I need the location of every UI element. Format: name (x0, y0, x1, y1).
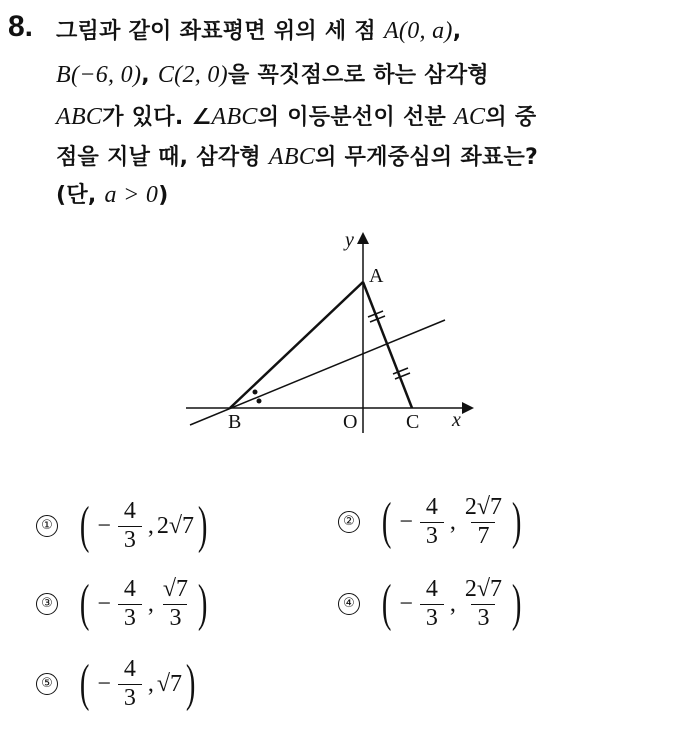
y-coordinate: √7 (156, 670, 183, 697)
text: 의 이등분선이 선분 (257, 105, 455, 130)
left-paren: ( (79, 497, 90, 555)
left-paren: ( (79, 655, 90, 713)
text: 가 있다. ∠ (102, 105, 212, 130)
fraction: $\frac{2√7}{7}$ (464, 494, 503, 549)
x-axis-label: x (452, 409, 461, 431)
coordinate-plane (180, 228, 480, 438)
fraction: $\frac{4}{3}$ (118, 656, 142, 712)
right-paren: ) (197, 575, 208, 633)
left-paren: ( (381, 575, 392, 633)
tick-marks-lower (393, 368, 410, 379)
y-coordinate: 2√7 (156, 512, 195, 539)
choice-marker: ④ (338, 593, 360, 615)
fraction: $\frac{4}{3}$ (118, 498, 142, 554)
choice-1[interactable]: ① ( − $\frac{4}{3}$ , 2√7 ) (36, 498, 211, 554)
math-abc: ABC (211, 104, 258, 130)
math-condition: a > 0 (104, 182, 159, 208)
problem-line-2 (56, 58, 489, 89)
label-a: A (369, 265, 384, 287)
fraction: $\frac{4}{3}$ (118, 576, 142, 632)
left-paren: ( (79, 575, 90, 633)
choice-3[interactable]: ③ ( − $\frac{4}{3}$ , $\frac{√7}{3}$ ) (36, 576, 211, 632)
math-point-b: B(−6, 0) (56, 62, 142, 88)
triangle-figure (180, 228, 480, 438)
math-abc: ABC (268, 144, 316, 170)
text: 의 중 (485, 105, 537, 130)
fraction: $\frac{4}{3}$ (420, 494, 444, 550)
minus-sign: − (399, 508, 413, 535)
fraction: $\frac{4}{3}$ (420, 576, 444, 632)
label-b: B (228, 411, 242, 433)
text: 그림과 같이 좌표평면 위의 세 점 (56, 19, 384, 44)
problem-line-5 (56, 178, 169, 209)
left-paren: ( (381, 493, 392, 551)
problem-line-4 (56, 140, 538, 171)
choice-marker: ⑤ (36, 673, 58, 695)
angle-mark-dot (257, 399, 262, 404)
right-paren: ) (185, 655, 196, 713)
math-point-c: C(2, 0) (157, 62, 228, 88)
text: , (141, 63, 158, 88)
fraction: $\frac{√7}{3}$ (162, 576, 189, 631)
right-paren: ) (511, 575, 522, 633)
minus-sign: − (399, 590, 413, 617)
side-ac (363, 282, 412, 408)
problem-line-3 (56, 100, 536, 131)
minus-sign: − (97, 590, 111, 617)
math-ac: AC (454, 104, 486, 130)
choice-marker: ② (338, 511, 360, 533)
label-c: C (406, 411, 420, 433)
problem-number: 8. (8, 10, 34, 43)
angle-mark-dot (253, 390, 258, 395)
right-paren: ) (197, 497, 208, 555)
math-abc: ABC (56, 104, 103, 130)
choice-marker: ③ (36, 593, 58, 615)
text: (단, (56, 183, 105, 208)
choice-2[interactable]: ② ( − $\frac{4}{3}$ , $\frac{2√7}{7}$ ) (338, 494, 525, 550)
text: , (452, 19, 462, 44)
math-point-a: A(0, a) (383, 18, 453, 44)
problem-line-1 (56, 14, 461, 45)
y-axis-label: y (345, 229, 354, 251)
minus-sign: − (97, 670, 111, 697)
side-ab (230, 282, 363, 408)
text: ) (158, 183, 169, 208)
angle-bisector (190, 320, 445, 425)
text: 을 꼭짓점으로 하는 삼각형 (227, 63, 489, 88)
choice-5[interactable]: ⑤ ( − $\frac{4}{3}$ , √7 ) (36, 656, 199, 712)
fraction: $\frac{2√7}{3}$ (464, 576, 503, 631)
text: 점을 지날 때, 삼각형 (56, 145, 269, 170)
text: 의 무게중심의 좌표는? (315, 145, 539, 170)
choice-4[interactable]: ④ ( − $\frac{4}{3}$ , $\frac{2√7}{3}$ ) (338, 576, 525, 632)
label-origin: O (343, 411, 358, 433)
choice-marker: ① (36, 515, 58, 537)
right-paren: ) (511, 493, 522, 551)
minus-sign: − (97, 512, 111, 539)
